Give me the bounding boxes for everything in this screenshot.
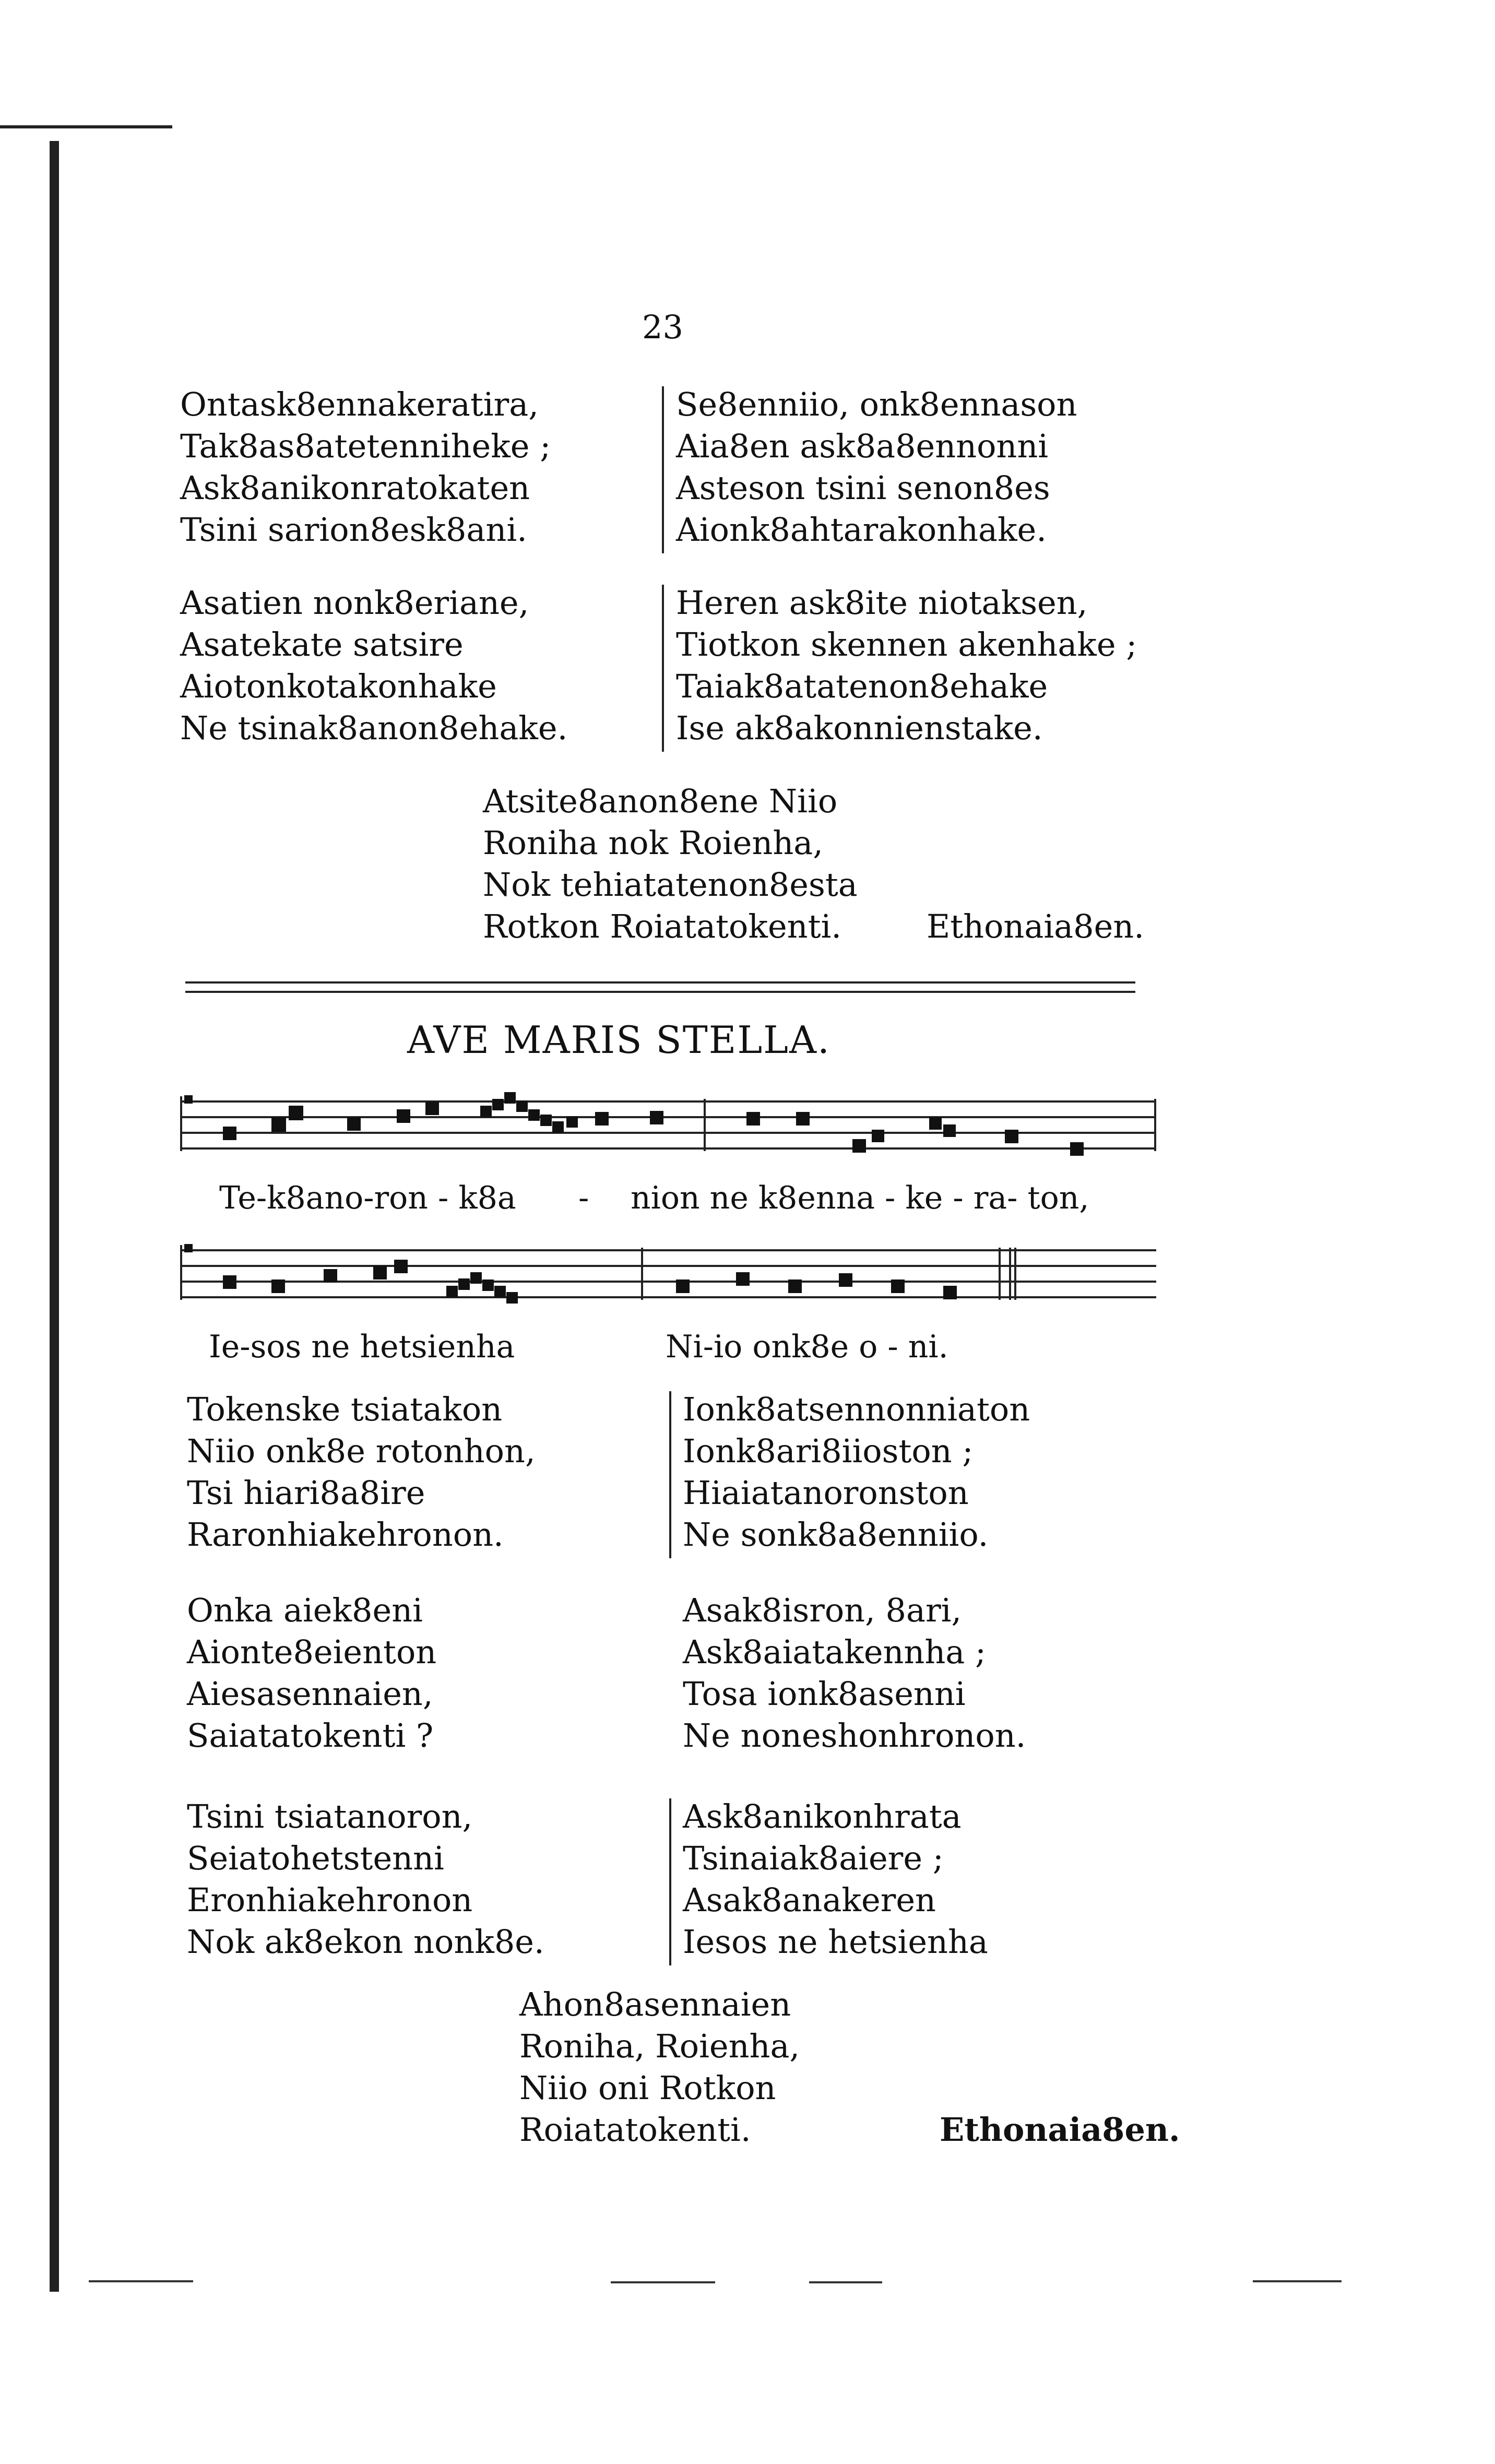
verse-line: Tsi hiari8a8ire xyxy=(187,1474,425,1512)
verse-line: Roniha, Roienha, xyxy=(519,2027,800,2065)
stanza-1-left xyxy=(180,384,551,551)
scan-edge-binding xyxy=(50,141,59,2292)
verse-line: Tokenske tsiatakon xyxy=(187,1390,503,1428)
music-staff-1 xyxy=(180,1086,1161,1175)
verse-line: Saiatatokenti ? xyxy=(187,1716,434,1755)
verse-line: Nok ak8ekon nonk8e. xyxy=(187,1923,544,1961)
verse-line: Eronhiakehronon xyxy=(187,1881,473,1919)
verse-line: Asak8anakeren xyxy=(683,1881,936,1919)
verse-line: Atsite8anon8ene Niio xyxy=(483,782,838,820)
verse-line: Ionk8atsennonniaton xyxy=(683,1390,1030,1428)
verse-line: Se8enniio, onk8ennason xyxy=(676,385,1077,423)
verse-line: Ask8aiatakennha ; xyxy=(683,1633,986,1671)
verse-line: Asteson tsini senon8es xyxy=(676,469,1050,507)
stanza-4-left xyxy=(187,1590,436,1757)
stanza-4-right xyxy=(683,1590,1026,1757)
verse-line: Iesos ne hetsienha xyxy=(683,1923,988,1961)
verse-line: Niio oni Rotkon xyxy=(519,2069,776,2107)
column-divider xyxy=(669,1798,671,1965)
verse-line: Niio onk8e rotonhon, xyxy=(187,1432,536,1470)
amen-2: Ethonaia8en. xyxy=(940,2111,1180,2149)
stanza-2-left xyxy=(180,582,567,749)
verse-line: Onka aiek8eni xyxy=(187,1591,423,1629)
verse-line: Tsinaiak8aiere ; xyxy=(683,1839,944,1877)
column-divider xyxy=(669,1391,671,1558)
verse-line: Ne tsinak8anon8ehake. xyxy=(180,709,568,747)
stanza-2-right xyxy=(676,582,1137,749)
verse-line: Seiatohetstenni xyxy=(187,1839,444,1877)
doxology-1 xyxy=(483,780,858,947)
lyric-staff-1: - xyxy=(578,1180,589,1216)
verse-line: Raronhiakehronon. xyxy=(187,1515,504,1554)
lyric-staff-2: Ni-io onk8e o - ni. xyxy=(666,1329,948,1365)
column-divider xyxy=(662,585,664,752)
verse-line: Tsini tsiatanoron, xyxy=(187,1797,473,1835)
verse-line: Aionte8eienton xyxy=(187,1633,437,1671)
hymn-title: AVE MARIS STELLA. xyxy=(407,1018,830,1062)
verse-line: Tsini sarion8esk8ani. xyxy=(180,511,527,549)
doxology-2 xyxy=(519,1984,800,2151)
verse-line: Asatekate satsire xyxy=(180,625,464,664)
verse-line: Ahon8asennaien xyxy=(519,1985,791,2023)
verse-line: Aionk8ahtarakonhake. xyxy=(676,511,1047,549)
verse-line: Aia8en ask8a8ennonni xyxy=(676,427,1049,465)
stanza-3-right xyxy=(683,1389,1030,1556)
verse-line: Ontask8ennakeratira, xyxy=(180,385,539,423)
lyric-staff-2: Ie-sos ne hetsienha xyxy=(209,1329,515,1365)
verse-line: Ask8anikonratokaten xyxy=(180,469,530,507)
verse-line: Ionk8ari8iioston ; xyxy=(683,1432,974,1470)
page-number: 23 xyxy=(642,308,683,346)
verse-line: Ne noneshonhronon. xyxy=(683,1716,1026,1755)
verse-line: Tiotkon skennen akenhake ; xyxy=(676,625,1137,664)
lyric-staff-1: Te-k8ano-ron - k8a xyxy=(219,1180,516,1216)
scan-edge-bottom xyxy=(89,2260,1368,2302)
verse-line: Ise ak8akonnienstake. xyxy=(676,709,1043,747)
verse-line: Roiatatokenti. xyxy=(519,2111,751,2149)
verse-line: Tak8as8atetenniheke ; xyxy=(180,427,551,465)
verse-line: Taiak8atatenon8ehake xyxy=(676,667,1048,705)
verse-line: Aiotonkotakonhake xyxy=(180,667,497,705)
verse-line: Tosa ionk8asenni xyxy=(683,1675,966,1713)
stanza-1-right xyxy=(676,384,1077,551)
column-divider xyxy=(662,386,664,553)
verse-line: Ask8anikonhrata xyxy=(683,1797,962,1835)
verse-line: Asatien nonk8eriane, xyxy=(180,584,529,622)
amen-1: Ethonaia8en. xyxy=(927,907,1144,945)
lyric-staff-1: nion ne k8enna - ke - ra- ton, xyxy=(631,1180,1089,1216)
stanza-5-left xyxy=(187,1796,544,1963)
stanza-3-left xyxy=(187,1389,536,1556)
verse-line: Roniha nok Roienha, xyxy=(483,824,823,862)
verse-line: Asak8isron, 8ari, xyxy=(683,1591,962,1629)
music-staff-2 xyxy=(180,1235,1161,1323)
verse-line: Aiesasennaien, xyxy=(187,1675,433,1713)
verse-line: Rotkon Roiatatokenti. xyxy=(483,907,842,945)
stanza-5-right xyxy=(683,1796,988,1963)
verse-line: Ne sonk8a8enniio. xyxy=(683,1515,989,1554)
verse-line: Heren ask8ite niotaksen, xyxy=(676,584,1088,622)
separator-rule xyxy=(185,991,1135,993)
verse-line: Hiaiatanoronston xyxy=(683,1474,969,1512)
verse-line: Nok tehiatatenon8esta xyxy=(483,866,858,904)
scan-edge-top-line xyxy=(0,125,172,128)
separator-rule xyxy=(185,981,1135,984)
